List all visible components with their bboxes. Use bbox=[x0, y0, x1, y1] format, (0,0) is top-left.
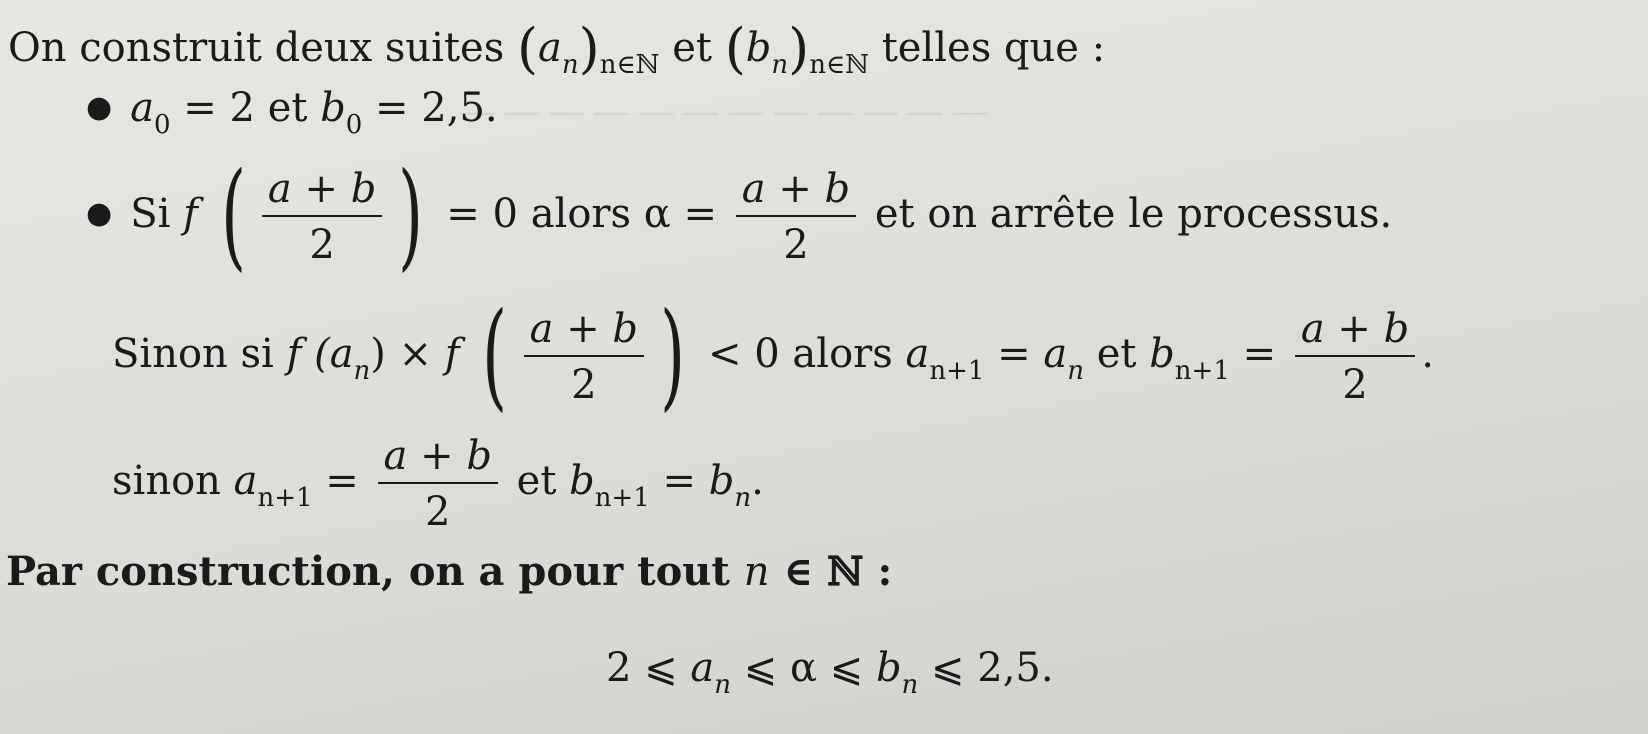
inequality-line bbox=[606, 645, 1054, 700]
leq-sign: ⩽ bbox=[731, 645, 790, 691]
equals-sign: = bbox=[1229, 331, 1289, 377]
a-next: a bbox=[233, 458, 258, 504]
fraction-denominator: 2 bbox=[309, 222, 335, 268]
sequence-a: a bbox=[538, 25, 562, 71]
sequence-b: b bbox=[745, 25, 772, 71]
equals-sign: = bbox=[670, 191, 730, 237]
lower-bound: 2 ⩽ bbox=[606, 645, 691, 691]
in-naturals: ∈ ℕ : bbox=[769, 548, 893, 595]
midpoint-fraction bbox=[262, 166, 382, 268]
domain-n-in-N: n∈ℕ bbox=[809, 50, 869, 80]
less-than-zero-alors: < 0 alors bbox=[695, 331, 906, 377]
si-label: Si bbox=[130, 191, 171, 237]
f-of-an: f (a bbox=[286, 331, 354, 377]
conclusion-text: Par construction, on a pour tout bbox=[6, 548, 730, 595]
midpoint-fraction bbox=[524, 306, 644, 408]
sinon-si-label: Sinon si bbox=[112, 331, 274, 377]
index-n: n bbox=[771, 50, 789, 80]
index-n: n bbox=[1067, 356, 1084, 386]
conclusion-line bbox=[6, 548, 893, 595]
times-f: × f bbox=[385, 331, 460, 377]
intro-text: On construit deux suites bbox=[8, 25, 505, 71]
a0-value: = 2 bbox=[170, 85, 255, 131]
b-next: b bbox=[569, 458, 595, 504]
sinon-line bbox=[112, 433, 764, 535]
equals-sign: = bbox=[312, 458, 372, 504]
index-n-plus-1: n+1 bbox=[594, 483, 650, 513]
index-n: n bbox=[561, 50, 579, 80]
bn: b bbox=[875, 645, 902, 691]
midpoint-fraction bbox=[1295, 306, 1415, 408]
period: . bbox=[751, 458, 764, 504]
midpoint-fraction bbox=[378, 433, 498, 535]
sinon-si-line: Sinon si f $(a_n) \times f$ ( $\frac{a + b}{2}$ ) < 0 alors $a_{n+1} = a_n$ et $b_{n+1}$ = $\frac{a + b}{2}$ . bbox=[112, 288, 1434, 423]
equals-zero-alors: = 0 alors bbox=[433, 191, 644, 237]
b0: b bbox=[320, 85, 346, 131]
intro-tail: telles que : bbox=[881, 25, 1106, 71]
fraction-denominator: 2 bbox=[1342, 362, 1368, 408]
bullet-initial-values bbox=[86, 85, 498, 140]
conj-et: et bbox=[503, 458, 570, 504]
fraction-numerator: a + b bbox=[262, 169, 382, 217]
fraction-numerator: a + b bbox=[1295, 309, 1415, 357]
equals-bn: = b bbox=[649, 458, 735, 504]
a-next: a bbox=[905, 331, 930, 377]
fraction-denominator: 2 bbox=[571, 362, 597, 408]
function-f: f bbox=[183, 191, 198, 237]
index-n: n bbox=[734, 483, 752, 513]
b0-value: = 2,5. bbox=[362, 85, 498, 131]
b-next: b bbox=[1149, 331, 1175, 377]
fraction-denominator: 2 bbox=[783, 222, 809, 268]
alpha: α bbox=[643, 191, 671, 237]
b0-subscript: 0 bbox=[345, 110, 363, 140]
fraction-numerator: a + b bbox=[524, 309, 644, 357]
conj-et: et bbox=[255, 85, 321, 131]
upper-bound: ⩽ 2,5. bbox=[918, 645, 1054, 691]
bullet-icon: ● bbox=[86, 196, 113, 231]
stop-process-text: et on arrête le processus. bbox=[874, 191, 1393, 237]
a0-subscript: 0 bbox=[154, 110, 171, 140]
alpha: α bbox=[789, 645, 817, 691]
bleed-through-decoration: ― ― ― ― ― ― ― ― ― ― ― ― bbox=[460, 92, 987, 132]
index-n-plus-1: n+1 bbox=[929, 356, 985, 386]
intro-line: On construit deux suites $(a_n)_{n\in ℕ}$ et $(b_n)_{n\in ℕ}$ telles que : bbox=[8, 17, 1106, 80]
index-n: n bbox=[353, 356, 371, 386]
index-n-plus-1: n+1 bbox=[257, 483, 313, 513]
sinon-label: sinon bbox=[112, 458, 221, 504]
fraction-denominator: 2 bbox=[425, 489, 451, 535]
an: a bbox=[690, 645, 715, 691]
bullet-icon: ● bbox=[86, 90, 113, 125]
fraction-numerator: a + b bbox=[378, 436, 498, 484]
domain-n-in-N: n∈ℕ bbox=[599, 50, 660, 80]
period: . bbox=[1421, 331, 1434, 377]
a0: a bbox=[130, 85, 155, 131]
equals-an: = a bbox=[984, 331, 1068, 377]
close-paren: ) bbox=[370, 331, 386, 377]
index-n-plus-1: n+1 bbox=[1174, 356, 1230, 386]
conj-et: et bbox=[672, 25, 712, 71]
midpoint-fraction bbox=[736, 166, 856, 268]
bullet-condition-zero: ● Si f ( $\frac{a + b}{2}$ ) = 0 alors α = $\frac{a + b}{2}$ et on arrête le processus. bbox=[86, 148, 1393, 283]
fraction-numerator: a + b bbox=[736, 169, 856, 217]
index-n: n bbox=[714, 670, 732, 700]
variable-n: n bbox=[743, 549, 770, 595]
conj-et: et bbox=[1084, 331, 1150, 377]
leq-sign: ⩽ bbox=[816, 645, 876, 691]
index-n: n bbox=[901, 670, 919, 700]
